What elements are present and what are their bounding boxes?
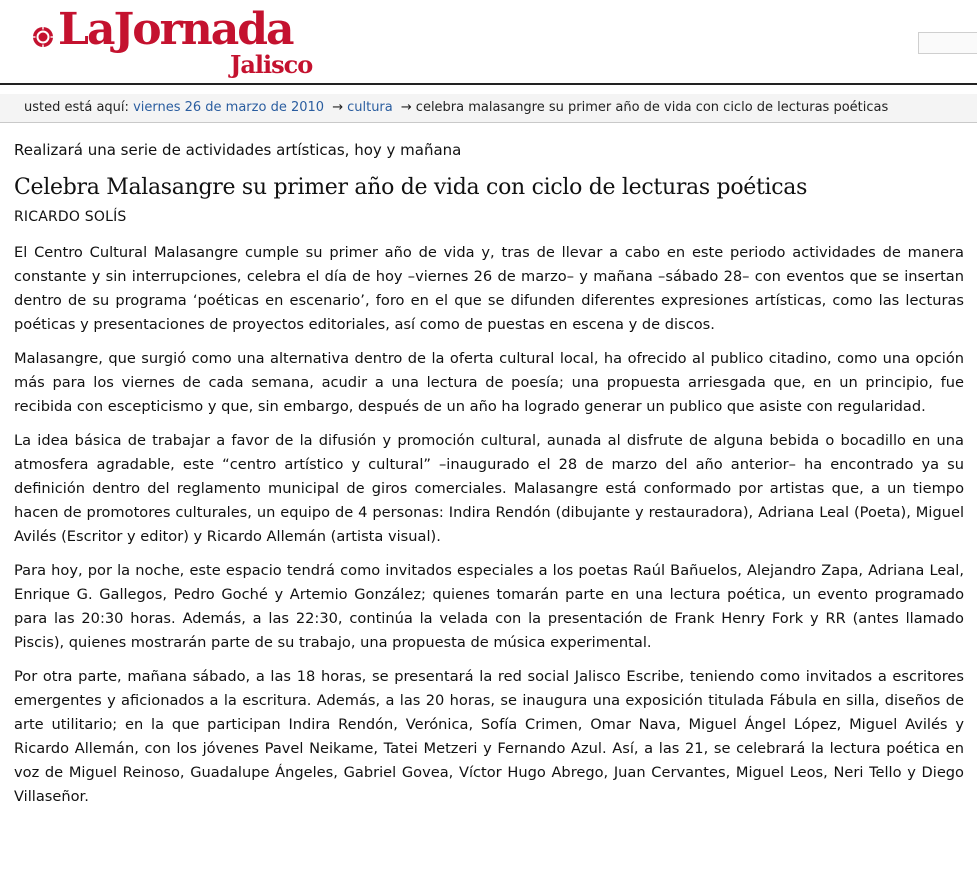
- breadcrumb-arrow-icon: →: [400, 100, 412, 115]
- breadcrumb-current: celebra malasangre su primer año de vida con ciclo de lecturas poéticas: [415, 100, 889, 115]
- article-title: Celebra Malasangre su primer año de vida con ciclo de lecturas poéticas: [14, 175, 808, 200]
- search-input[interactable]: [918, 32, 977, 54]
- article-paragraph: Malasangre, que surgió como una alternativa dentro de la oferta cultural local, ha ofrecido al publico citadino, como una opción más para los viernes de cada semana, acudir a una lectura de poesía; una propuesta arriesgada que, en un principio, fue recibida con escepticismo y que, sin embargo, después de un año ha logrado generar un publico que asiste con regularidad.: [14, 350, 964, 415]
- logo-subtitle: Jalisco: [230, 50, 313, 79]
- breadcrumb-arrow-icon: →: [332, 100, 344, 115]
- eagle-seal-icon: [32, 26, 54, 48]
- breadcrumb: [0, 94, 977, 123]
- article-paragraph: El Centro Cultural Malasangre cumple su primer año de vida y, tras de llevar a cabo en este periodo actividades de manera constante y sin interrupciones, celebra el día de hoy –viernes 26 de marzo– y mañana –sábado 28– con eventos que se insertan dentro de su programa ‘poéticas en escenario’, foro en el que se difunden diferentes expresiones artísticas, como las lecturas poéticas y presentaciones de proyectos editoriales, así como de puestas en escena y de discos.: [14, 244, 964, 333]
- article-author: RICARDO SOLÍS: [14, 209, 127, 225]
- article: [14, 140, 964, 819]
- article-paragraph: Para hoy, por la noche, este espacio tendrá como invitados especiales a los poetas Raúl Bañuelos, Alejandro Zapa, Adriana Leal, Enrique G. Gallegos, Pedro Goché y Artemio González; quienes tomarán parte en una lectura poética, un evento programado para las 20:30 horas. Además, a las 22:30, continúa la velada con la presentación de Frank Henry Fork y RR (antes llamado Piscis), quienes mostrarán parte de su trabajo, una propuesta de música experimental.: [14, 562, 964, 651]
- breadcrumb-section-link[interactable]: cultura: [347, 100, 393, 115]
- header-divider: [0, 83, 977, 85]
- article-paragraph: La idea básica de trabajar a favor de la difusión y promoción cultural, aunada al disfrute de alguna bebida o bocadillo en una atmosfera agradable, este “centro artístico y cultural” –inaugurado el 28 de marzo del año anterior– ha encontrado ya su definición dentro del reglamento municipal de giros comerciales. Malasangre está conformado por artistas que, a un tiempo hacen de promotores culturales, un equipo de 4 personas: Indira Rendón (dibujante y restauradora), Adriana Leal (Poeta), Miguel Avilés (Escritor y editor) y Ricardo Allemán (artista visual).: [14, 432, 964, 545]
- site-header: [0, 0, 977, 80]
- article-paragraph: Por otra parte, mañana sábado, a las 18 horas, se presentará la red social Jalisco Escribe, teniendo como invitados a escritores emergentes y aficionados a la escritura. Además, a las 20 horas, se inaugura una exposición titulada Fábula en silla, diseños de arte utilitario; en la que participan Indira Rendón, Verónica, Sofía Crimen, Omar Nava, Miguel Ángel López, Miguel Avilés y Ricardo Allemán, con los jóvenes Pavel Neikame, Tatei Metzeri y Fernando Azul. Así, a las 21, se celebrará la lectura poética en voz de Miguel Reinoso, Guadalupe Ángeles, Gabriel Govea, Víctor Hugo Abrego, Juan Cervantes, Miguel Leos, Neri Tello y Diego Villaseñor.: [14, 668, 964, 805]
- breadcrumb-date-link[interactable]: viernes 26 de marzo de 2010: [133, 100, 325, 115]
- logo-wordmark: LaJornada: [58, 4, 293, 55]
- article-body: [14, 241, 964, 809]
- breadcrumb-prefix: usted está aquí:: [24, 100, 129, 115]
- article-kicker: Realizará una serie de actividades artísticas, hoy y mañana: [14, 141, 462, 159]
- site-logo[interactable]: [32, 4, 332, 80]
